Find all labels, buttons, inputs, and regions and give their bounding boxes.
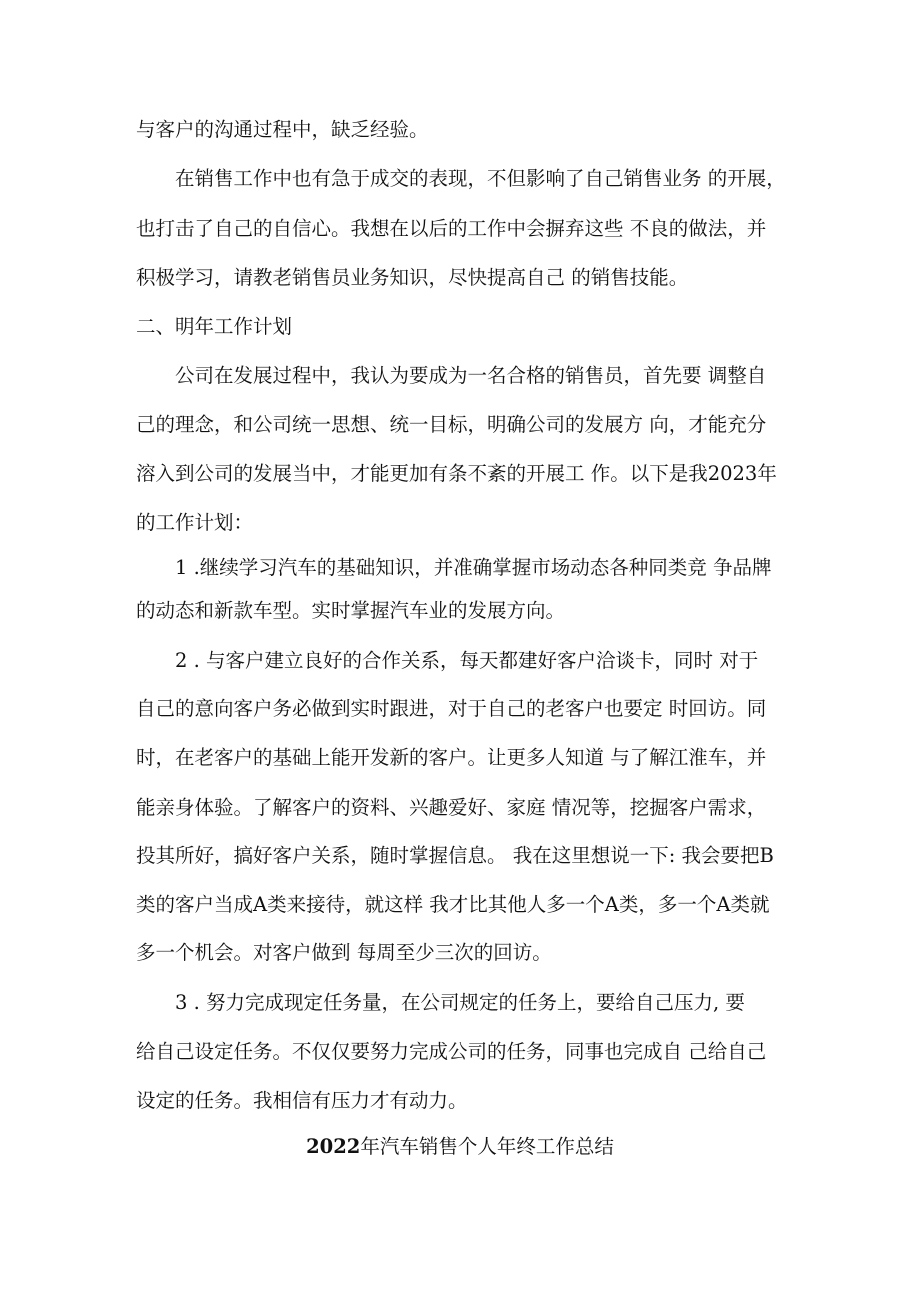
list-item-line: 2 . 与客户建立良好的合作关系，每天都建好客户洽谈卡，同时 对于 <box>136 649 759 672</box>
paragraph-line: 溶入到公司的发展当中，才能更加有条不紊的开展工 作。以下是我2023年 <box>136 462 777 485</box>
paragraph-line: 在销售工作中也有急于成交的表现，不但影响了自己销售业务 的开展， <box>136 167 786 190</box>
list-item-line: 1 .继续学习汽车的基础知识，并准确掌握市场动态各种同类竞 争品牌 <box>136 556 772 579</box>
paragraph-line: 能亲身体验。了解客户的资料、兴趣爱好、家庭 情况等，挖掘客户需求， <box>136 796 767 819</box>
paragraph-line: 多一个机会。对客户做到 每周至少三次的回访。 <box>136 941 552 964</box>
paragraph-line: 时，在老客户的基础上能开发新的客户。让更多人知道 与了解江淮车，并 <box>136 746 767 769</box>
paragraph-line: 公司在发展过程中，我认为要成为一名合格的销售员，首先要 调整自 <box>136 364 767 387</box>
document-title <box>0 1135 920 1159</box>
section-heading: 二、明年工作计划 <box>136 315 293 338</box>
paragraph-line: 积极学习，请教老销售员业务知识，尽快提高自己 的销售技能。 <box>136 266 689 289</box>
title-text: 年汽车销售个人年终工作总结 <box>360 1135 614 1158</box>
paragraph-line: 投其所好，搞好客户关系，随时掌握信息。 我在这里想说一下: 我会要把B <box>136 844 774 867</box>
list-item-line: 3 . 努力完成现定任务量，在公司规定的任务上，要给自己压力, 要 <box>136 991 745 1014</box>
paragraph-line: 给自己设定任务。不仅仅要努力完成公司的任务，同事也完成自 己给自己 <box>136 1040 767 1063</box>
paragraph-line: 己的理念，和公司统一思想、统一目标，明确公司的发展方 向，才能充分 <box>136 413 767 436</box>
paragraph-line: 与客户的沟通过程中，缺乏经验。 <box>136 118 429 141</box>
paragraph-line: 的动态和新款车型。实时掌握汽车业的发展方向。 <box>136 599 566 622</box>
paragraph-line: 的工作计划： <box>136 511 254 534</box>
paragraph-line: 也打击了自己的自信心。我想在以后的工作中会摒弃这些 不良的做法，并 <box>136 217 767 240</box>
paragraph-line: 类的客户当成A类来接待，就这样 我才比其他人多一个A类，多一个A类就 <box>136 893 770 916</box>
paragraph-line: 自己的意向客户务必做到实时跟进，对于自己的老客户也要定 时回访。同 <box>136 697 767 720</box>
paragraph-line: 设定的任务。我相信有压力才有动力。 <box>136 1089 468 1112</box>
title-year: 2022 <box>306 1135 361 1158</box>
